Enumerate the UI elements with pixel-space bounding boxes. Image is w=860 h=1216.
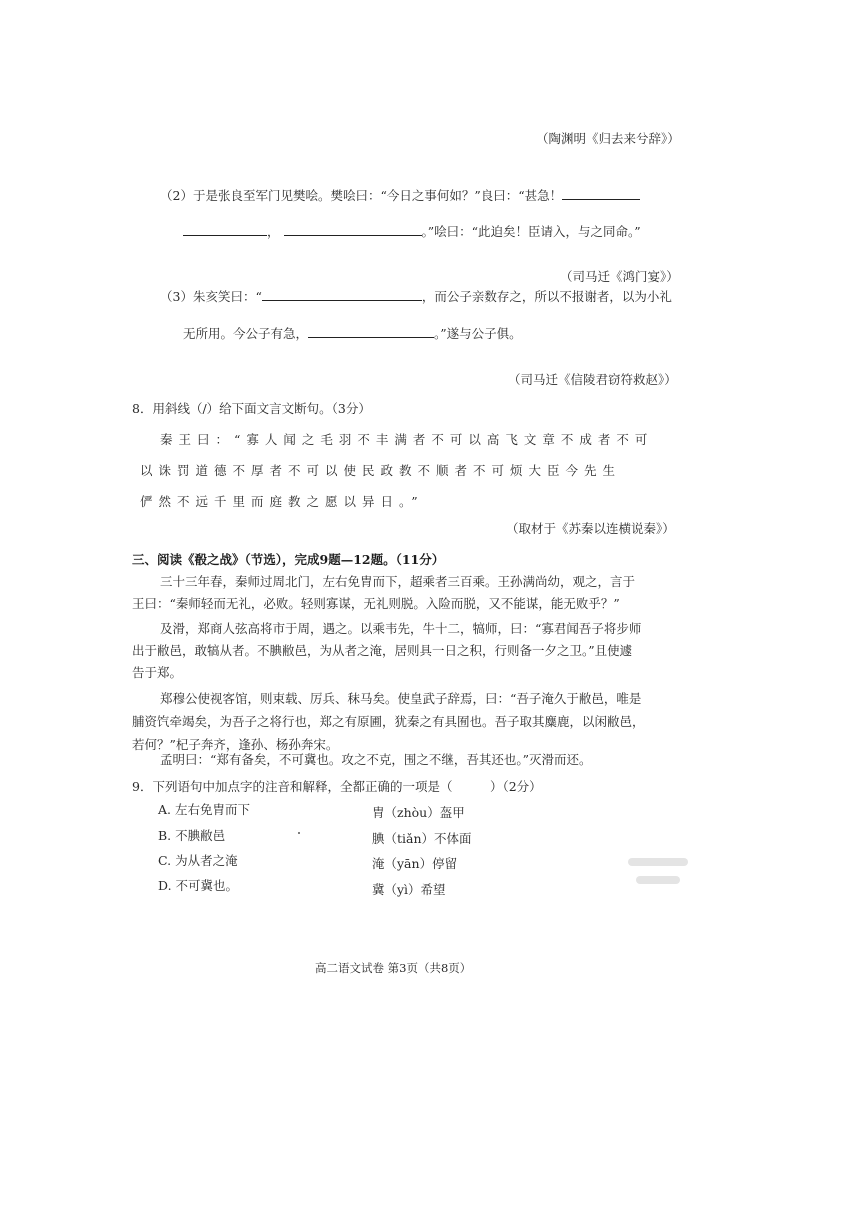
scan-smudge [636, 876, 680, 884]
passage-p1a: 三十三年春，秦师过周北门，左右免胄而下，超乘者三百乘。王孙满尚幼，观之，言于 [160, 574, 636, 589]
source-hongmenyan: （司马迁《鸿门宴》） [560, 269, 679, 284]
q7-2-tail: 。”哙曰：“此迫矣！臣请入，与之同命。” [421, 224, 641, 239]
q7-3-tail: 。”遂与公子俱。 [434, 326, 522, 341]
q7-3-line2 [183, 324, 522, 342]
q7-2-blank-1[interactable] [562, 186, 640, 200]
source-xinlingjun: （司马迁《信陵君窃符救赵》） [508, 372, 677, 387]
passage-p3a: 郑穆公使视客馆，则束载、厉兵、秣马矣。使皇武子辞焉，曰：“吾子淹久于敝邑，唯是 [160, 691, 642, 706]
scan-smudge [628, 858, 688, 866]
q7-2-sep: ， [267, 224, 280, 239]
q8-passage-line2: 以诛罚道德不厚者不可以使民政教不顺者不可烦大臣今先生 [140, 463, 622, 478]
q9-option-d[interactable]: D. 不可冀也。 [158, 878, 239, 893]
scan-speck [298, 832, 300, 834]
q7-3-mid: ，而公子亲数存之，所以不报谢者，以为小礼 [421, 289, 672, 304]
page-footer: 高二语文试卷 第3页（共8页） [315, 961, 472, 975]
passage-p3c: 若何？”杞子奔齐，逢孙、杨孙奔宋。 [132, 737, 339, 752]
q9-prompt: 9．下列语句中加点字的注音和解释，全都正确的一项是（ ）（2分） [132, 779, 542, 794]
q9-option-a[interactable]: A. 左右免胄而下 [158, 802, 250, 817]
passage-p4: 孟明曰：“郑有备矣，不可冀也。攻之不克，围之不继，吾其还也。”灭滑而还。 [160, 752, 592, 767]
q7-3-lead: （3）朱亥笑曰：“ [160, 289, 262, 304]
source-suqin: （取材于《苏秦以连横说秦》） [506, 521, 675, 536]
q9-option-c-note: 淹（yān）停留 [372, 856, 458, 871]
q9-option-c[interactable]: C. 为从者之淹 [158, 853, 238, 868]
q7-2-line1 [160, 186, 640, 204]
q7-3-blank-1[interactable] [262, 287, 422, 301]
q9-option-d-note: 冀（yì）希望 [372, 882, 446, 897]
section3-heading: 三、阅读《殽之战》（节选），完成9题—12题。（11分） [132, 552, 445, 567]
passage-p2a: 及滑，郑商人弦高将市于周，遇之。以乘韦先，牛十二，犒师，曰：“寡君闻吾子将步师 [160, 621, 642, 636]
passage-p2b: 出于敝邑，敢犒从者。不腆敝邑，为从者之淹，居则具一日之积，行则备一夕之卫。”且使遽 [132, 643, 633, 658]
q8-passage-line1: 秦王曰：“寡人闻之毛羽不丰满者不可以高飞文章不成者不可 [160, 432, 654, 447]
q8-passage-line3: 俨然不远千里而庭教之愿以异日。” [140, 494, 424, 509]
q7-2-blank-3[interactable] [284, 222, 422, 236]
q7-2-lead: （2）于是张良至军门见樊哙。樊哙曰：“今日之事何如？”良曰：“甚急！ [160, 188, 563, 203]
q9-option-b-note: 腆（tiǎn）不体面 [372, 831, 472, 846]
q7-2-blank-2[interactable] [183, 222, 267, 236]
q8-prompt: 8．用斜线（/）给下面文言文断句。（3分） [132, 401, 371, 416]
q9-option-b[interactable]: B. 不腆敝邑 [158, 828, 226, 843]
q7-2-line2 [183, 222, 641, 240]
q7-3-line1 [160, 287, 672, 305]
q7-3-blank-2[interactable] [308, 324, 434, 338]
passage-p3b: 脯资饩牵竭矣，为吾子之将行也，郑之有原圃，犹秦之有具囿也。吾子取其麋鹿，以闲敝邑， [132, 714, 645, 729]
q9-option-a-note: 胄（zhòu）盔甲 [372, 805, 465, 820]
passage-p1b: 王曰：“秦师轻而无礼，必败。轻则寡谋，无礼则脱。入险而脱，又不能谋，能无败乎？” [132, 596, 620, 611]
passage-p2c: 告于郑。 [132, 665, 183, 680]
source-guiqulaixici: （陶渊明《归去来兮辞》） [536, 131, 680, 146]
q7-3-line2-lead: 无所用。今公子有急， [183, 326, 309, 341]
